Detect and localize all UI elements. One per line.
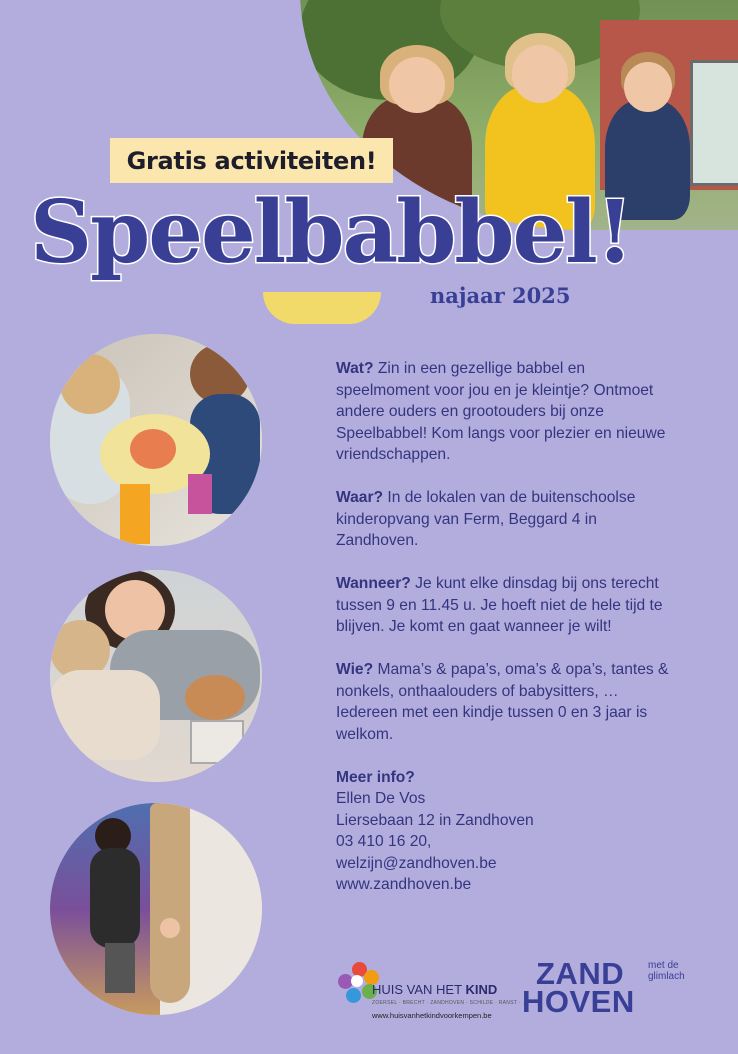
page-title: Speelbabbel! xyxy=(30,182,632,283)
section-text: Je kunt elke dinsdag bij ons terecht tussen 9 en 11.45 u. Je hoeft niet de hele tijd te blijven. Je komt en gaat wanneer je wilt! xyxy=(336,575,663,635)
contact-address: Liersebaan 12 in Zandhoven xyxy=(336,811,534,829)
huis-van-het-kind-logo xyxy=(338,962,528,1022)
section-text: Mama’s & papa’s, oma’s & opa’s, tantes & nonkels, onthaalouders of babysitters, … Iedereen met een kindje tussen 0 en 3 jaar is welkom. xyxy=(336,661,669,743)
contact-website-link[interactable]: www.zandhoven.be xyxy=(336,876,472,893)
section-who xyxy=(336,659,671,745)
hvk-url[interactable]: www.huisvanhetkindvoorkempen.be xyxy=(372,1011,492,1020)
contact-phone[interactable]: 03 410 16 20, xyxy=(336,833,432,850)
contact-info xyxy=(336,767,671,896)
section-text: Zin in een gezellige babbel en speelmoment voor jou en je kleintje? Ontmoet andere ouders en grootouders bij onze Speelbabbel! Kom langs voor plezier en nieuwe vriendschappen. xyxy=(336,360,666,463)
section-label: Wanneer? xyxy=(336,575,411,592)
contact-email-link[interactable]: welzijn@zandhoven.be xyxy=(336,854,497,872)
season-label: najaar 2025 xyxy=(430,283,571,308)
section-when xyxy=(336,573,671,638)
free-activities-badge: Gratis activiteiten! xyxy=(110,138,393,183)
section-label: Wat? xyxy=(336,360,374,377)
section-label: Waar? xyxy=(336,489,384,506)
smile-decoration xyxy=(263,292,381,324)
section-label: Wie? xyxy=(336,661,374,678)
photo-children-playing-toy xyxy=(50,334,262,546)
zandhoven-logo-line1: ZAND xyxy=(536,956,625,991)
photo-mother-child-hanging-seat xyxy=(50,803,262,1015)
hvk-name: HUIS VAN HET KIND xyxy=(372,982,498,997)
section-where xyxy=(336,487,671,552)
contact-name: Ellen De Vos xyxy=(336,790,426,807)
hvk-municipalities: ZOERSEL · BRECHT · ZANDHOVEN · SCHILDE · RANST · ... xyxy=(372,1000,528,1006)
zandhoven-tagline: met de glimlach xyxy=(648,960,685,982)
event-description xyxy=(336,358,671,896)
section-text: In de lokalen van de buitenschoolse kinderopvang van Ferm, Beggard 4 in Zandhoven. xyxy=(336,489,636,549)
photo-mother-child-rabbit xyxy=(50,570,262,782)
zandhoven-logo xyxy=(522,958,722,1028)
contact-title: Meer info? xyxy=(336,768,415,786)
section-what xyxy=(336,358,671,466)
zandhoven-logo-line2: HOVEN xyxy=(522,984,635,1019)
